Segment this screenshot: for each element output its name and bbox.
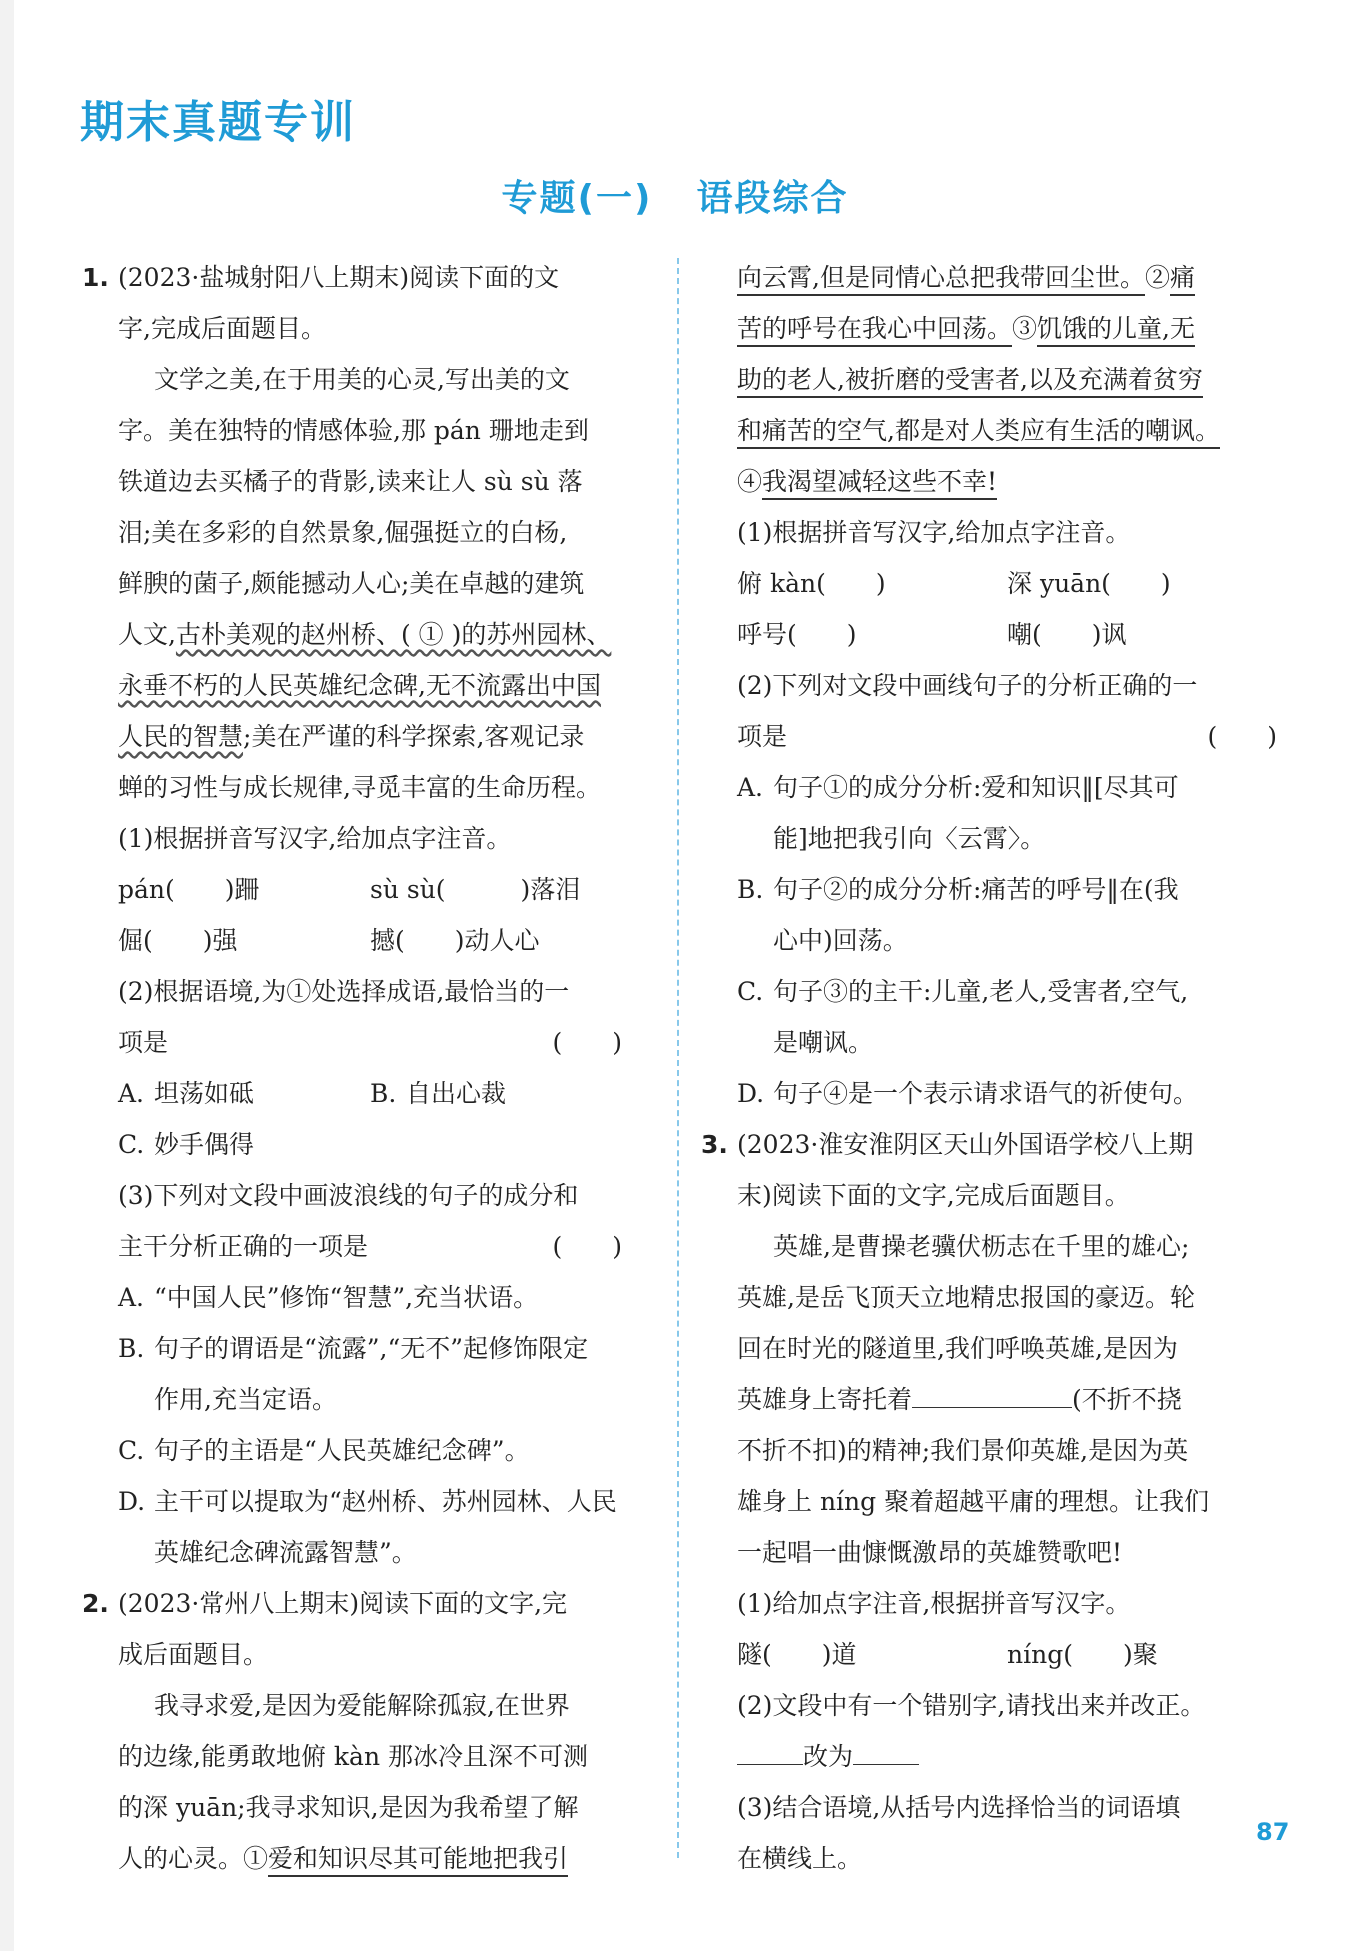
right-column: [701, 252, 1277, 1884]
passage-line: 英雄,是岳飞顶天立地精忠报国的豪迈。轮: [737, 1283, 1195, 1312]
section-title: 期末真题专训: [80, 97, 356, 148]
underlined-text: 向云霄,但是同情心总把我带回尘世。: [737, 263, 1145, 296]
passage-line: [82, 660, 622, 711]
question-number: 1.: [82, 263, 109, 292]
question-1-stem: 1. (2023·盐城射阳八上期末)阅读下面的文: [82, 252, 622, 303]
pinyin-row: [82, 864, 622, 915]
sub-question-1: (1)给加点字注音,根据拼音写汉字。: [737, 1589, 1131, 1618]
option-d: D. 句子④是一个表示请求语气的祈使句。: [737, 1079, 1199, 1108]
option-row: [82, 1068, 622, 1119]
passage-line: [737, 405, 1277, 456]
passage-line: 英雄,是曹操老骥伏枥志在千里的雄心;: [773, 1232, 1190, 1261]
passage-line: 铁道边去买橘子的背影,读来让人 sù sù 落: [118, 467, 583, 496]
question-2-stem: 2. (2023·常州八上期末)阅读下面的文字,完: [82, 1578, 622, 1629]
page-number: 87: [1256, 1818, 1290, 1846]
passage-line: 人民的智慧;美在严谨的科学探索,客观记录: [118, 722, 585, 751]
option-a: A. “中国人民”修饰“智慧”,充当状语。: [118, 1283, 539, 1312]
passage-line: 我寻求爱,是因为爱能解除孤寂,在世界: [154, 1691, 570, 1720]
pinyin-item: 呼号( ): [737, 620, 857, 649]
correction-line: 改为: [737, 1731, 1277, 1782]
sub-question-2: (2)文段中有一个错别字,请找出来并改正。: [737, 1691, 1206, 1720]
answer-paren: ( ): [1207, 722, 1277, 751]
passage-line: [737, 354, 1277, 405]
option-b-cont: 心中)回荡。: [773, 926, 908, 955]
answer-blank[interactable]: [853, 1734, 919, 1765]
sub-question-2: (2)根据语境,为①处选择成语,最恰当的一: [118, 977, 570, 1006]
page-edge: [0, 0, 14, 1951]
topic-label: 专题(一): [501, 178, 653, 219]
option-a: A. 坦荡如砥: [118, 1079, 255, 1108]
passage-line: 人的心灵。①爱和知识尽其可能地把我引: [82, 1833, 622, 1884]
question-3-stem: 3. (2023·淮安淮阴区天山外国语学校八上期: [701, 1119, 1277, 1170]
underlined-text: 爱和知识尽其可能地把我引: [268, 1844, 568, 1877]
topic-title: [0, 170, 1350, 221]
wavy-underlined-text: 古朴美观的赵州桥、( ① )的苏州园林、: [175, 620, 612, 649]
pinyin-row: [737, 1629, 1277, 1680]
column-divider: [677, 258, 679, 1858]
sub-question-2: (2)下列对文段中画线句子的分析正确的一: [737, 671, 1198, 700]
option-c: C. 句子的主语是“人民英雄纪念碑”。: [118, 1436, 530, 1465]
pinyin-item: 深 yuān( ): [1007, 569, 1171, 598]
pinyin-item: 俯 kàn( ): [737, 569, 886, 598]
question-number: 2.: [82, 1589, 109, 1618]
text-line: 字,完成后面题目。: [118, 314, 326, 343]
pinyin-row: [82, 915, 622, 966]
pinyin-item: pán( )跚: [118, 875, 260, 904]
underlined-text: 饥饿的儿童,无: [1037, 314, 1195, 347]
option-c-cont: 是嘲讽。: [773, 1028, 874, 1057]
option-d: D. 主干可以提取为“赵州桥、苏州园林、人民: [118, 1487, 617, 1516]
underlined-text: 苦的呼号在我心中回荡。: [737, 314, 1012, 347]
pinyin-item: sù sù( )落泪: [370, 875, 581, 904]
text-line: 在横线上。: [737, 1844, 863, 1873]
underlined-text: 我渴望减轻这些不幸!: [762, 467, 997, 500]
passage-line: 向云霄,但是同情心总把我带回尘世。②痛: [737, 252, 1277, 303]
answer-blank[interactable]: [737, 1734, 803, 1765]
text-line: 项是 ( ): [82, 1017, 622, 1068]
underlined-text: 和痛苦的空气,都是对人类应有生活的嘲讽。: [737, 416, 1220, 449]
pinyin-item: 隧( )道: [737, 1640, 857, 1669]
text-line: 末)阅读下面的文字,完成后面题目。: [737, 1181, 1130, 1210]
question-number: 3.: [701, 1130, 728, 1159]
passage-line: 英雄身上寄托着 (不折不挠: [737, 1374, 1277, 1425]
passage-line: 蝉的习性与成长规律,寻觅丰富的生命历程。: [118, 773, 601, 802]
underlined-text: 助的老人,被折磨的受害者,以及充满着贫穷: [737, 365, 1203, 398]
passage-line: 人文,古朴美观的赵州桥、( ① )的苏州园林、: [118, 620, 612, 649]
answer-paren: ( ): [552, 1028, 622, 1057]
left-column: [82, 252, 622, 1884]
option-a: A. 句子①的成分分析:爱和知识‖[尽其可: [737, 773, 1179, 802]
answer-blank[interactable]: [912, 1377, 1072, 1408]
answer-paren: ( ): [552, 1232, 622, 1261]
pinyin-item: 撼( )动人心: [370, 926, 540, 955]
pinyin-row: [737, 609, 1277, 660]
pinyin-item: 倔( )强: [118, 926, 238, 955]
text-line: 成后面题目。: [118, 1640, 269, 1669]
option-b: B. 自出心裁: [370, 1079, 507, 1108]
option-b-cont: 作用,充当定语。: [154, 1385, 337, 1414]
passage-line: 文学之美,在于用美的心灵,写出美的文: [154, 365, 570, 394]
passage-line: 回在时光的隧道里,我们呼唤英雄,是因为: [737, 1334, 1178, 1363]
option-c: C. 妙手偶得: [118, 1130, 255, 1159]
sub-question-3: (3)下列对文段中画波浪线的句子的成分和: [118, 1181, 579, 1210]
wavy-underlined-text: 永垂不朽的人民英雄纪念碑,无不流露出中国: [118, 671, 601, 700]
passage-line: 苦的呼号在我心中回荡。③饥饿的儿童,无: [737, 303, 1277, 354]
option-a-cont: 能]地把我引向〈云霄〉。: [773, 824, 1046, 853]
text-line: 主干分析正确的一项是 ( ): [82, 1221, 622, 1272]
pinyin-item: 嘲( )讽: [1007, 620, 1127, 649]
wavy-underlined-text: 人民的智慧: [118, 722, 244, 751]
option-c: C. 句子③的主干:儿童,老人,受害者,空气,: [737, 977, 1189, 1006]
passage-line: ④我渴望减轻这些不幸!: [737, 456, 1277, 507]
text-line: 项是 ( ): [737, 711, 1277, 762]
option-b: B. 句子②的成分分析:痛苦的呼号‖在(我: [737, 875, 1179, 904]
passage-line: 字。美在独特的情感体验,那 pán 珊地走到: [118, 416, 589, 445]
passage-line: 的边缘,能勇敢地俯 kàn 那冰冷且深不可测: [118, 1742, 588, 1771]
option-d-cont: 英雄纪念碑流露智慧”。: [154, 1538, 417, 1567]
pinyin-row: [737, 558, 1277, 609]
passage-line: 雄身上 níng 聚着超越平庸的理想。让我们: [737, 1487, 1210, 1516]
passage-line: 不折不扣)的精神;我们景仰英雄,是因为英: [737, 1436, 1189, 1465]
passage-line: 一起唱一曲慷慨激昂的英雄赞歌吧!: [737, 1538, 1123, 1567]
passage-line: 鲜腴的菌子,颇能撼动人心;美在卓越的建筑: [118, 569, 585, 598]
option-b: B. 句子的谓语是“流露”,“无不”起修饰限定: [118, 1334, 589, 1363]
underlined-text: 痛: [1170, 263, 1195, 296]
sub-question-1: (1)根据拼音写汉字,给加点字注音。: [737, 518, 1131, 547]
sub-question-1: (1)根据拼音写汉字,给加点字注音。: [118, 824, 512, 853]
sub-question-3: (3)结合语境,从括号内选择恰当的词语填: [737, 1793, 1181, 1822]
passage-line: 泪;美在多彩的自然景象,倔强挺立的白杨,: [118, 518, 568, 547]
passage-line: 的深 yuān;我寻求知识,是因为我希望了解: [118, 1793, 579, 1822]
pinyin-item: níng( )聚: [1007, 1640, 1158, 1669]
topic-name: 语段综合: [696, 178, 849, 219]
